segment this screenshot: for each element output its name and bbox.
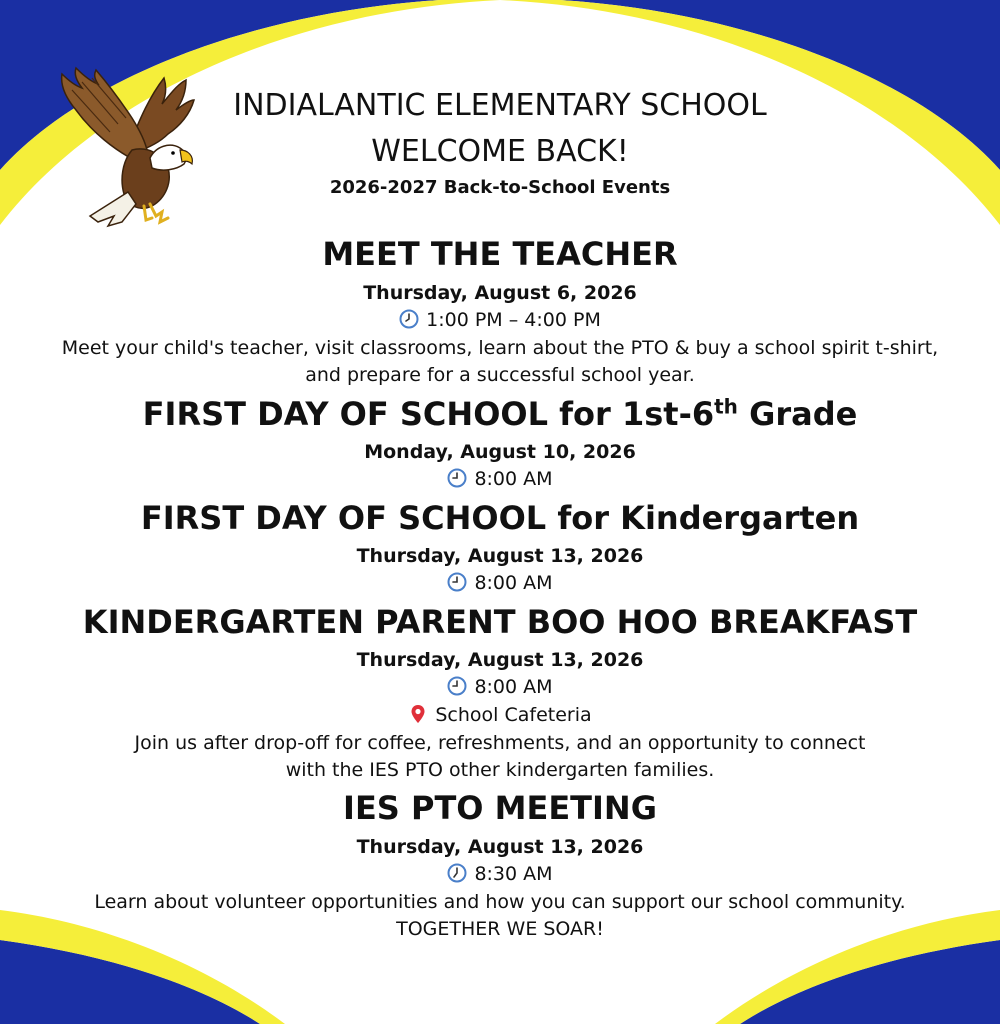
closing-slogan: TOGETHER WE SOAR! — [396, 918, 604, 940]
event-description-line: Learn about volunteer opportunities and how you can support our school community. — [94, 891, 906, 913]
event-time-text: 8:30 AM — [474, 863, 553, 885]
event-title: KINDERGARTEN PARENT BOO HOO BREAKFAST — [82, 603, 918, 641]
event-title-main: FIRST DAY OF SCHOOL for 1st-6 — [142, 395, 715, 433]
event-time-text: 8:00 AM — [474, 468, 553, 490]
school-name: INDIALANTIC ELEMENTARY SCHOOL — [233, 88, 767, 123]
event-location-text: School Cafeteria — [435, 704, 592, 726]
event-date: Thursday, August 13, 2026 — [356, 545, 644, 567]
event-title: FIRST DAY OF SCHOOL for Kindergarten — [140, 499, 860, 537]
event-date: Monday, August 10, 2026 — [364, 441, 636, 463]
event-location — [0, 703, 1000, 727]
event-title — [0, 394, 1000, 434]
clock-icon — [447, 468, 467, 488]
pin-icon — [408, 704, 428, 724]
event-time-text: 8:00 AM — [474, 676, 553, 698]
event-time — [0, 467, 1000, 491]
event-description-line: Meet your child's teacher, visit classrooms, learn about the PTO & buy a school spirit t-shirt, — [61, 337, 939, 359]
event-description-line: and prepare for a successful school year. — [305, 364, 695, 386]
event-time — [0, 675, 1000, 699]
clock-icon — [447, 676, 467, 696]
clock-icon — [399, 309, 419, 329]
event-time — [0, 862, 1000, 886]
clock-icon — [447, 863, 467, 883]
event-description-line: with the IES PTO other kindergarten families. — [285, 759, 715, 781]
clock-icon — [447, 572, 467, 592]
event-time — [0, 571, 1000, 595]
event-date: Thursday, August 6, 2026 — [363, 282, 637, 304]
event-title: MEET THE TEACHER — [322, 235, 678, 273]
events-subtitle: 2026-2027 Back-to-School Events — [329, 177, 671, 198]
event-date: Thursday, August 13, 2026 — [356, 836, 644, 858]
event-date: Thursday, August 13, 2026 — [356, 649, 644, 671]
event-title: IES PTO MEETING — [343, 789, 657, 827]
welcome-heading: WELCOME BACK! — [371, 134, 629, 169]
event-time-text: 8:00 AM — [474, 572, 553, 594]
event-title-end: Grade — [737, 395, 858, 433]
event-time — [0, 308, 1000, 332]
event-description-line: Join us after drop-off for coffee, refreshments, and an opportunity to connect — [134, 732, 866, 754]
event-time-text: 1:00 PM – 4:00 PM — [426, 309, 601, 331]
ordinal-suffix: th — [714, 394, 738, 419]
